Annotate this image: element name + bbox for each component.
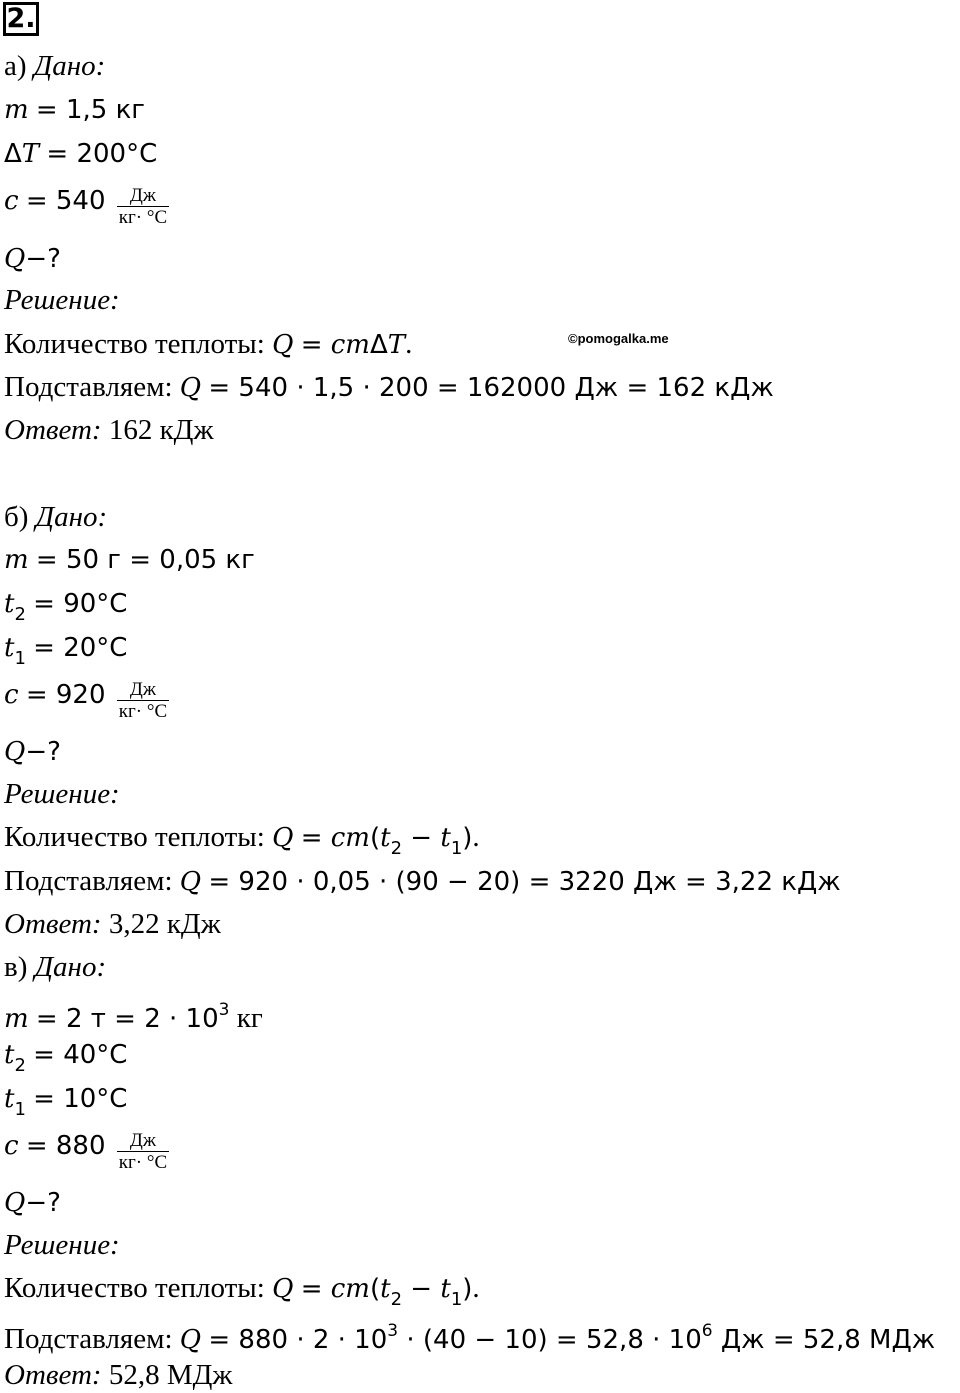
part-c-unit-fraction: $\frac{Дж}{кг\cdot ^\circ С}$ xyxy=(118,1130,168,1173)
part-c-solution-title: Решение: xyxy=(4,1229,120,1261)
part-c-answer: Ответ: 52,8 МДж xyxy=(4,1359,233,1391)
part-a-answer: Ответ: 162 кДж xyxy=(4,414,214,446)
part-a-formula: Количество теплоты: Q = cmΔT. xyxy=(4,328,413,360)
part-a-unit-fraction: $\frac{Дж}{кг\cdot ^\circ С}$ xyxy=(118,185,168,228)
part-b-question: Q−? xyxy=(4,737,61,767)
watermark: ©pomogalka.me xyxy=(568,331,669,346)
part-a-heading xyxy=(4,48,105,84)
part-c-formula: Количество теплоты: $Q = cm(t_2 - t_1)$. xyxy=(4,1272,480,1310)
problem-number: 2. xyxy=(3,2,39,36)
part-a-substitution: Подставляем: Q = 540 · 1,5 · 200 = 162000 Дж = 162 кДж xyxy=(4,371,774,403)
part-c-t2: $t_2 = 40^\circ С$ xyxy=(4,1040,128,1076)
part-c-heat-capacity: c = 880 $\frac{Дж}{кг\cdot ^\circ С}$ xyxy=(4,1130,168,1173)
part-c-heading: в) Дано: xyxy=(4,951,107,983)
part-b-mass: m = 50 г = 0,05 кг xyxy=(4,545,255,575)
part-b-heading: б) Дано: xyxy=(4,501,108,533)
part-b-t1: $t_1 = 20^\circ С$ xyxy=(4,633,128,669)
part-a-heat-capacity: c = 540 $\frac{Дж}{кг\cdot ^\circ С}$ xyxy=(4,185,168,228)
part-a-label: а) xyxy=(4,50,27,82)
part-b-solution-title: Решение: xyxy=(4,778,120,810)
part-a-given-title: Дано: xyxy=(33,50,106,82)
part-a-delta-t: ΔT = 200°С xyxy=(4,139,158,169)
part-c-question: Q−? xyxy=(4,1188,61,1218)
part-b-answer: Ответ: 3,22 кДж xyxy=(4,908,221,940)
part-b-substitution: Подставляем: Q = 920 · 0,05 · (90 − 20) = 3220 Дж = 3,22 кДж xyxy=(4,865,841,897)
part-b-t2: $t_2 = 90^\circ С$ xyxy=(4,589,128,625)
part-b-heat-capacity: c = 920 $\frac{Дж}{кг\cdot ^\circ С}$ xyxy=(4,679,168,722)
part-c-mass: m = 2 $т = 2 \cdot 10^3$ кг xyxy=(4,1000,263,1034)
part-c-t1: $t_1 = 10^\circ С$ xyxy=(4,1084,128,1120)
part-b-unit-fraction: $\frac{Дж}{кг\cdot ^\circ С}$ xyxy=(118,679,168,722)
part-b-formula: Количество теплоты: $Q = cm(t_2 - t_1)$. xyxy=(4,821,480,859)
part-a-mass: m = 1,5 кг xyxy=(4,95,145,125)
part-c-substitution: Подставляем: $Q = 880 \cdot 2 \cdot 10^3 \cdot (40 - 10) = 52,8 \cdot 10^6$ Дж = 52,8 МДж xyxy=(4,1321,936,1355)
part-a-solution-title: Решение: xyxy=(4,284,120,316)
part-a-question: Q−? xyxy=(4,244,61,274)
